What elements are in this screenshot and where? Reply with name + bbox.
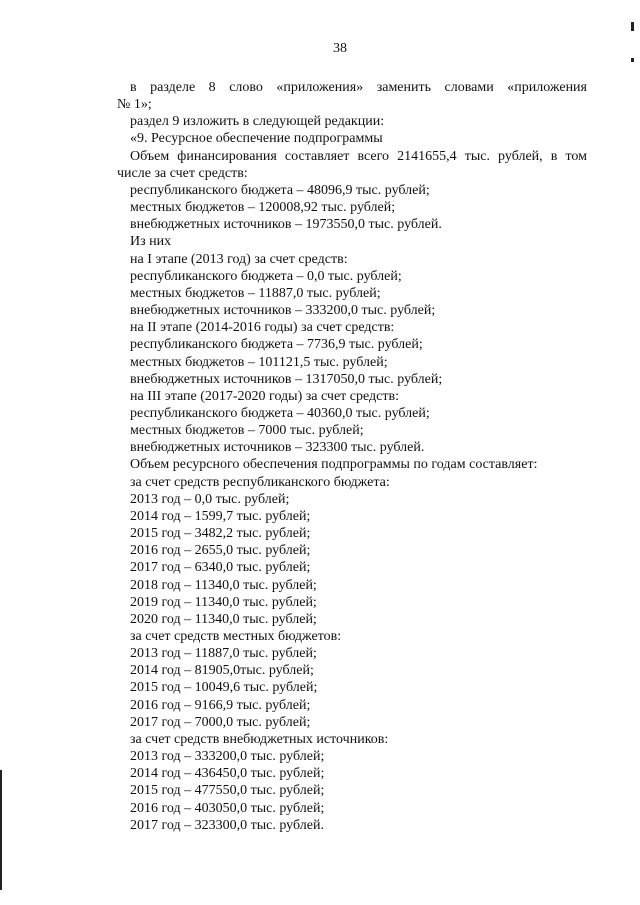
text-line: 2015 год – 10049,6 тыс. рублей;	[130, 680, 318, 696]
text-line: № 1»;	[117, 97, 152, 113]
text-line: республиканского бюджета – 48096,9 тыс. рублей;	[130, 182, 430, 198]
text-line: 2015 год – 3482,2 тыс. рублей;	[130, 526, 311, 542]
text-line: за счет средств республиканского бюджета:	[130, 474, 390, 490]
text-line: в разделе 8 слово «приложения» заменить словами «приложения	[130, 80, 587, 95]
text-line: 2016 год – 9166,9 тыс. рублей;	[130, 697, 311, 713]
text-line: 2017 год – 7000,0 тыс. рублей;	[130, 714, 311, 730]
text-line: на III этапе (2017-2020 годы) за счет средств:	[130, 388, 399, 404]
document-body	[117, 79, 587, 834]
text-line: 2017 год – 323300,0 тыс. рублей.	[130, 817, 324, 833]
text-line: республиканского бюджета – 0,0 тыс. рублей;	[130, 268, 402, 284]
text-line: 2019 год – 11340,0 тыс. рублей;	[130, 594, 317, 610]
text-line: 2013 год – 0,0 тыс. рублей;	[130, 491, 290, 507]
text-line: внебюджетных источников – 1973550,0 тыс. рублей.	[130, 217, 442, 233]
scan-edge-mark	[0, 770, 2, 890]
text-line: Объем финансирования составляет всего 2141655,4 тыс. рублей, в том	[130, 148, 587, 164]
text-line: Из них	[130, 234, 172, 250]
text-line: внебюджетных источников – 333200,0 тыс. рублей;	[130, 303, 436, 319]
text-line: «9. Ресурсное обеспечение подпрограммы	[130, 131, 383, 147]
text-line: внебюджетных источников – 323300 тыс. рублей.	[130, 440, 425, 456]
text-line: 2020 год – 11340,0 тыс. рублей;	[130, 611, 317, 627]
text-line: 2016 год – 403050,0 тыс. рублей;	[130, 800, 325, 816]
scan-edge-mark	[631, 58, 634, 62]
scan-edge-mark	[631, 22, 634, 31]
text-line: 2015 год – 477550,0 тыс. рублей;	[130, 783, 325, 799]
text-line: 2013 год – 333200,0 тыс. рублей;	[130, 749, 325, 765]
text-line: на II этапе (2014-2016 годы) за счет средств:	[130, 320, 395, 336]
text-line: 2014 год – 436450,0 тыс. рублей;	[130, 766, 325, 782]
text-line: местных бюджетов – 101121,5 тыс. рублей;	[130, 354, 388, 370]
text-line: Объем ресурсного обеспечения подпрограммы по годам составляет:	[130, 457, 538, 473]
text-line: числе за счет средств:	[117, 165, 248, 181]
text-line: местных бюджетов – 120008,92 тыс. рублей;	[130, 200, 396, 216]
text-line: местных бюджетов – 11887,0 тыс. рублей;	[130, 285, 381, 301]
text-line: местных бюджетов – 7000 тыс. рублей;	[130, 423, 364, 439]
text-line: за счет средств внебюджетных источников:	[130, 731, 389, 747]
text-line: 2013 год – 11887,0 тыс. рублей;	[130, 646, 317, 662]
text-line: на I этапе (2013 год) за счет средств:	[130, 251, 348, 267]
page-number: 38	[333, 41, 347, 56]
text-line: внебюджетных источников – 1317050,0 тыс. рублей;	[130, 371, 443, 387]
text-line: раздел 9 изложить в следующей редакции:	[130, 114, 385, 130]
text-line: республиканского бюджета – 40360,0 тыс. рублей;	[130, 405, 430, 421]
text-line: 2017 год – 6340,0 тыс. рублей;	[130, 560, 311, 576]
text-line: республиканского бюджета – 7736,9 тыс. рублей;	[130, 337, 423, 353]
text-line: 2016 год – 2655,0 тыс. рублей;	[130, 543, 311, 559]
text-line: 2014 год – 1599,7 тыс. рублей;	[130, 508, 311, 524]
text-line: 2018 год – 11340,0 тыс. рублей;	[130, 577, 317, 593]
text-line: 2014 год – 81905,0тыс. рублей;	[130, 663, 314, 679]
text-line: за счет средств местных бюджетов:	[130, 629, 342, 644]
